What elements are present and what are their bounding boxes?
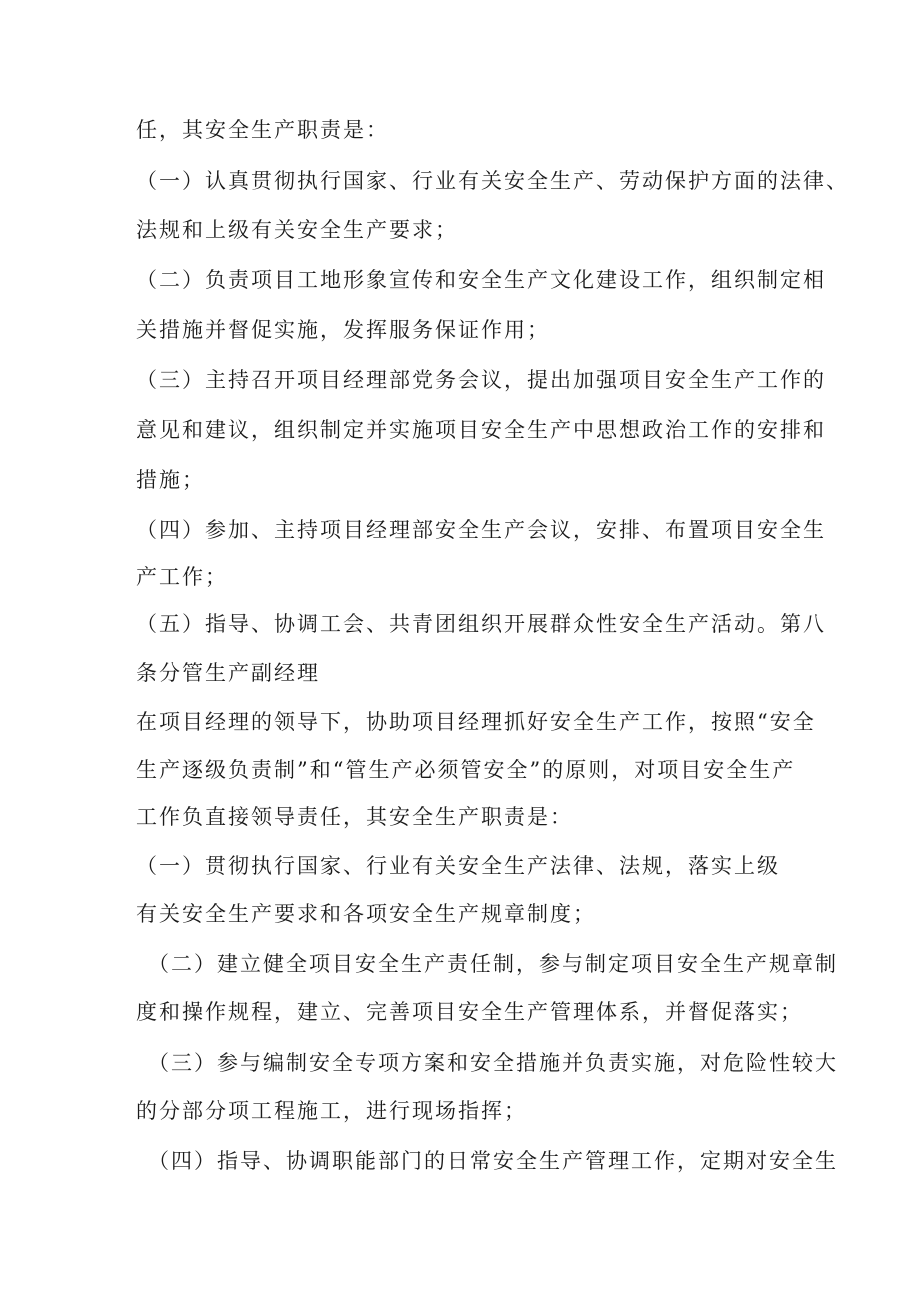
text-line: （四）参加、主持项目经理部安全生产会议，安排、布置项目安全生 [136,518,826,542]
text-line: 措施； [136,468,205,492]
text-line: （二）负责项目工地形象宣传和安全生产文化建设工作，组织制定相 [136,268,826,292]
text-line: 有关安全生产要求和各项安全生产规章制度； [136,902,596,926]
text-line: 工作负直接领导责任，其安全生产职责是： [136,805,573,829]
text-line: （一）认真贯彻执行国家、行业有关安全生产、劳动保护方面的法律、 [136,169,849,193]
text-line: 任，其安全生产职责是： [136,118,389,142]
text-line: （三）参与编制安全专项方案和安全措施并负责实施，对危险性较大 [148,1051,838,1075]
text-line: （二）建立健全项目安全生产责任制，参与制定项目安全生产规章制 [148,952,838,976]
text-line: 度和操作规程，建立、完善项目安全生产管理体系，并督促落实； [136,1000,803,1024]
text-line: （三）主持召开项目经理部党务会议，提出加强项目安全生产工作的 [136,368,826,392]
text-line: 在项目经理的领导下，协助项目经理抓好安全生产工作，按照“安全 [136,710,816,734]
text-line: （四）指导、协调职能部门的日常安全生产管理工作，定期对安全生 [148,1149,838,1173]
text-line: 产工作； [136,565,228,589]
text-line: 法规和上级有关安全生产要求； [136,218,458,242]
text-line: 意见和建议，组织制定并实施项目安全生产中思想政治工作的安排和 [136,418,826,442]
text-line: 关措施并督促实施，发挥服务保证作用； [136,318,550,342]
text-line: 条分管生产副经理 [136,661,320,685]
text-line: （一）贯彻执行国家、行业有关安全生产法律、法规，落实上级 [136,854,780,878]
text-line: 生产逐级负责制”和“管生产必须管安全”的原则，对项目安全生产 [136,758,796,782]
text-line: 的分部分项工程施工，进行现场指挥； [136,1099,527,1123]
text-line: （五）指导、协调工会、共青团组织开展群众性安全生产活动。第八 [136,612,826,636]
